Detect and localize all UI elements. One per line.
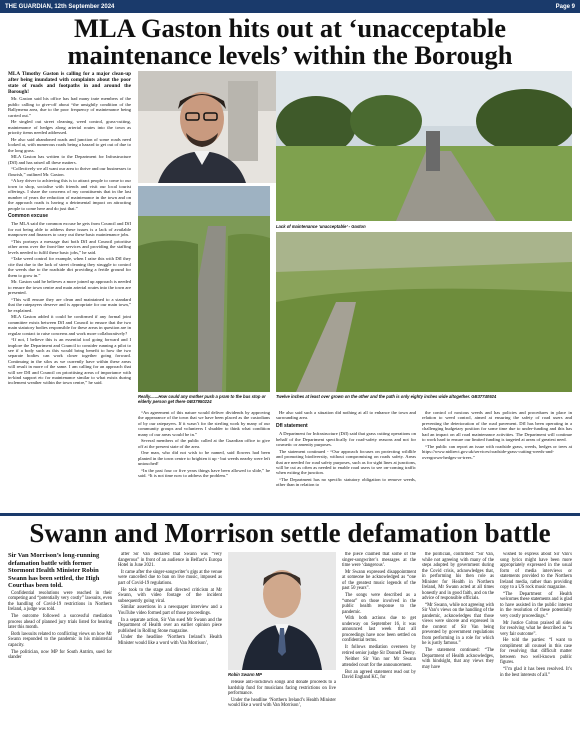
paragraph: release anti-lockdown songs and donate proceeds to a hardship fund for musicians facing restrictions on live performance.	[228, 680, 336, 696]
paragraph: With both actions due to get underway on September 16, it was announced last week that all proceedings have now been settled on confidential terms.	[342, 616, 416, 644]
paragraph: The politician, now MP for South Antrim, sued for slander	[8, 649, 112, 661]
paragraph: The outcome followed a successful mediation process ahead of planned jury trials listed for hearing later this month.	[8, 614, 112, 631]
paragraph: Confidential resolutions were reached in their competing and “potentially very costly” lawsuits, even the handling of Covid-19 restrictions in Northern Ireland, a judge was told.	[8, 590, 112, 613]
story1-col3b-body	[276, 431, 416, 488]
paragraph: “Mr Swann, while not agreeing with Sir Van’s views on the handling of the pandemic, acknowledges that those views were sincere and expressed in the context of Sir Van being prevented by government regulations from performing in a role for which he is justly famous.”	[422, 602, 494, 647]
story1-column-1	[8, 71, 131, 511]
story1-headline: MLA Gaston hits out at ‘unacceptable maintenance levels’ within the Borough	[67, 13, 513, 70]
story2-c1-body	[8, 591, 112, 661]
story2-column-1	[8, 552, 112, 732]
paragraph: “This portrays a message that both DfI and Council prioritise other areas over the front-line services and providing the staffing levels needed to fulfil these basic jobs,” he said.	[8, 238, 131, 255]
paragraph: “In the past four or five years things have been allowed to slide,” he said. “It is not time now to address the problem.”	[138, 467, 270, 479]
paragraph: It came after the singer-songwriter’s gigs at the venue were cancelled due to ban on live music, imposed as part of Covid-19 regulations.	[118, 569, 222, 586]
story2-c2-body	[118, 552, 222, 646]
paragraph: Similar assertions in a newspaper interview and a YouTube video formed part of those proceedings.	[118, 605, 222, 616]
story2-column-4	[422, 552, 494, 732]
story2-c3-body	[342, 552, 416, 681]
paragraph: MLA Gaston has written to the Department for Infrastructure (DfI) and has raised all these matters.	[8, 154, 131, 165]
paragraph: He also said abandoned roads and junction of some roads need looked at, with numerous roads being a hazard to get out of due to the long grass.	[8, 136, 131, 153]
story1-subhead: Common excuse	[8, 212, 49, 219]
paragraph: In a separate action, Sir Van sued Mr Swann and the Department of Health over an earlier opinion piece published in Rolling Stone magazine.	[118, 617, 222, 634]
story2-c5-body	[500, 552, 572, 678]
paragraph: “The Department of Health welcomes these statements and is glad to have assisted in the public interest in the resolution of these potentially very costly proceedings.”	[500, 591, 572, 619]
story2-c4-body	[422, 552, 494, 670]
story1-lead: MLA Timothy Gaston is calling for a major clean-up after being inundated with complaints about the poor state of roads and footpaths in and around the Borough!	[8, 71, 131, 95]
paragraph: Mr. Gaston said his office has had many irate members of the public calling to give-off about “the unsightly condition of the Ballymena area, due to the poor frequency of maintenance being carried out.”	[8, 96, 131, 118]
story2-column-5	[500, 552, 572, 732]
portrait-caption: Really.......How could any mother push a pram to the bus stop or elderly person get there GB37950224	[138, 394, 266, 404]
long-grass-illustration	[276, 232, 572, 392]
paragraph: “The Department has no specific statutory obligation to remove weeds, other than in relation to	[276, 477, 416, 488]
story2-c3a-body	[228, 680, 336, 709]
paragraph: “I’m glad it has been resolved. It’s in the best interests of all.”	[500, 667, 572, 678]
swann-illustration	[228, 552, 336, 670]
swann-caption: Robin Swann MP	[228, 672, 262, 677]
story2-column-2	[118, 552, 222, 732]
story2-column-3a	[228, 680, 336, 732]
unmaintained-verge-photo	[276, 71, 572, 221]
paragraph: But an agreed statement read out by David England KC, for	[342, 669, 416, 681]
paragraph: the piece claimed that some of the singer-songwriter’s messages at the time were ‘dangerous’.	[342, 552, 416, 568]
story1-col4-body	[422, 410, 572, 460]
paragraph: He also said such a situation did nothing at all to enhance the town and surrounding area.	[276, 410, 416, 421]
overgrown-footpath-photo	[138, 186, 270, 392]
long-grass-path-photo	[276, 232, 572, 392]
paragraph: He told the parties: “I want to compliment all counsel in this case for resolving that difficult matter between two well-known public figures.	[500, 638, 572, 666]
story2-lead: Sir Van Morrison’s long-running defamation battle with former Stormont Health Minister Robin Swann has been settled, the High Courthas been told.	[8, 552, 100, 589]
paragraph: Several members of the public called at the Guardian office to give off at the present state of the area.	[138, 438, 270, 449]
story1-col1b-body	[8, 221, 131, 386]
story1-col3-body	[276, 410, 416, 421]
paragraph: One man, who did not wish to be named, said flowers had been planted in the town centre to brighten it up - but weeds nearby were left untouched!	[138, 450, 270, 467]
paragraph: “If not, I believe this is an essential tool going forward and I implore the Department and Council to consider running a pilot to see if a body such as this would bring benefit to how the two separate bodies can work closer together going forward. Continuing in the silos as we currently have within these areas will result in more of the same. I am calling for an approach that will see DfI and Council on prioritising areas of importance with in-kind support etc for maintenance similar to what exists during inclement weather within the town centre,” he said.	[8, 337, 131, 386]
paragraph: the control of noxious weeds and has policies and procedures in place in relation to weed control, aimed at ensuring the safety of road users and preventing the deterioration of the road pavement. DfI has been operating in a challenging budgetary position for some time due to under-funding and this has had an impact on all road maintenance activities. The Department will continue to work hard to ensure our limited funding is targeted at areas of greatest need.	[422, 410, 572, 443]
masthead	[0, 0, 580, 13]
paragraph: Mr Swann expressed disappointment at someone he acknowledged as “one of the greatest music legends of the past 50 years”.	[342, 569, 416, 592]
paragraph: wished to express about Sir Van’s song lyrics might have been more appropriately expressed in the usual form of media interviews or statements provided to the Northern Ireland media, rather than providing copy to a US rock music magazine.	[500, 552, 572, 590]
paragraph: He took to the stage and directed criticism at Mr Swann, with video footage of the incident subsequently going viral.	[118, 587, 222, 604]
paragraph: Mr Justice Colton praised all sides for resolving what he described as “a very fair outcome”.	[500, 620, 572, 637]
verge-illustration	[276, 71, 572, 221]
paragraph: The statement continued: “The Department of Health acknowledges, with hindsight, that any views they may have	[422, 648, 494, 670]
story-divider	[0, 513, 580, 516]
story1-column-4	[422, 410, 572, 510]
grass-illustration	[138, 186, 270, 392]
paragraph: after Sir Van declared that Swann was “very dangerous” in front of an audience in Belfast’s Europa Hotel in June 2021.	[118, 552, 222, 568]
paragraph: “Take weed control for example, when I raise this with DfI they cite that due to the lack of street cleaning they struggle to control the weeds due to the roadside dirt providing a fertile ground for them to grow in.”	[8, 256, 131, 278]
paragraph: “Collectively we all want our area to thrive and our businesses to flourish,” outlined Mr. Gaston.	[8, 166, 131, 177]
paragraph: Both lawsuits related to conflicting views on how Mr Swann responded to the pandemic in his ministerial capacity.	[8, 631, 112, 648]
paragraph: A Department for Infrastructure (DfI) said that grass cutting operations on behalf of the Department specifically for road-safety reasons and not for cosmetic or amenity purposes.	[276, 431, 416, 448]
paragraph: Mr. Gaston said he believes a more joined up approach is needed to ensure the town centre and main arterial routes into the town are presented.	[8, 279, 131, 296]
paragraph: “The public can report an issue with roadside grass, weeds, hedges or trees at https://www.nidirect.gov.uk/services/roadside-grass-cutting-weeds-and-overgrown-hedges-or-trees.”	[422, 443, 572, 460]
story2-column-3	[342, 552, 416, 732]
paragraph: MLA Gaston added it could be confirmed if any formal joint committee exists between DfI and Council to ensure that the two main statutory bodies responsible for these areas in question are in regular contact to raise concerns and work more collaboratively?	[8, 314, 131, 336]
paragraph: He singled out street cleaning, weed control, grass-cutting, maintenance of hedges along arterial routes into the town as priority items needed addressed.	[8, 119, 131, 136]
gaston-portrait-photo	[138, 71, 276, 183]
portrait-illustration	[138, 71, 276, 183]
story1-subhead-dfi: DfI statement	[276, 422, 308, 429]
story1-column-2	[138, 410, 270, 510]
paragraph: “This will ensure they are clean and maintained to a standard that the ratepayers deserve and is appropriate for our main town,” he explained.	[8, 296, 131, 313]
paragraph: It follows mediation overseen by retired senior judge Sir Donnell Deeny.	[342, 645, 416, 656]
story1-column-3	[276, 410, 416, 510]
masthead-date: THE GUARDIAN, 12th September 2024	[5, 3, 115, 10]
paragraph: The MLA said the common excuse he gets from Council and DfI for not being able to address these issues is a lack of available manpower and finances to carry out these basic maintenance jobs.	[8, 221, 131, 238]
paragraph: Under the headline ‘Northern Ireland’s Health Minister would like a word with Van Morrison’,	[228, 697, 336, 709]
bottom-photo-caption: Twelve inches at least over grown on the other and the path is only eighty inches wide altogether. GB37740924	[276, 394, 497, 399]
paragraph: “A key driver to achieving this is to attract people to come to our town to shop, socialise with friends and visit our local tourist offerings. I share the concerns of my constituents that in the last number of years the reduction of maintenance in the town and on the approach roads is having a detrimental impact on attracting people to come here and do just that.”	[8, 178, 131, 211]
paragraph: The statement continued - “Our approach focuses on protecting wildlife and promoting biodiversity, without compromising on roads safety. Areas that are needed for road safety purposes, such as for sight lines at junctions, will be cut as often as needed to enable road users to see on-coming traffic when exiting the junction.	[276, 448, 416, 476]
paragraph: The songs were described as a “smear” on those involved in the public health response to the pandemic.	[342, 593, 416, 615]
paragraph: Neither Sir Van nor Mr Swann attended court for the announcement.	[342, 657, 416, 668]
story1-col2-body	[138, 410, 270, 479]
page-number: Page 9	[555, 3, 575, 10]
right-photo-caption: Lack of maintenance ‘unacceptable’ - Gaston	[276, 224, 366, 229]
paragraph: Under the headline ‘Northern Ireland’s Health Minister would like a word with Van Morrison’,	[118, 635, 222, 646]
paragraph: the politician, confirmed: “Sir Van, while not agreeing with many of the steps adopted by government during the Covid crisis, acknowledges that, in performing his then role as Minister for Health in Northern Ireland, Mr Swann acted at all times honestly and in good faith, and on the advice of responsible officials.	[422, 552, 494, 601]
paragraph: “An agreement of this nature would deliver dividends by approving the appearance of the town that we have been placed as the custodians of by our ratepayers. If it wasn’t for the sterling work by many of our community groups and volunteers I shudder to think what condition many of our areas would be in.”	[138, 410, 270, 437]
story2-headline: Swann and Morrison settle defamation battle	[29, 518, 551, 548]
story1-col1-body	[8, 96, 131, 211]
swann-photo	[228, 552, 336, 670]
